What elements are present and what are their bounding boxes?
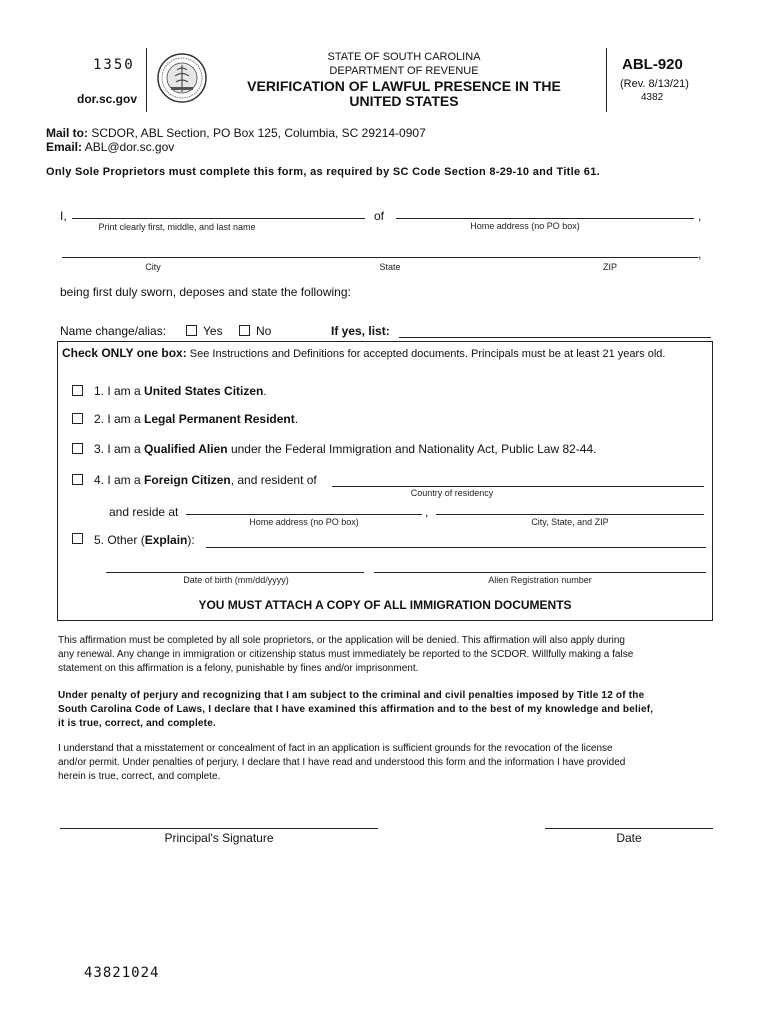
alias-list-field[interactable]	[399, 337, 711, 338]
reside-comma: ,	[425, 505, 429, 519]
alien-registration-field[interactable]	[374, 572, 706, 573]
option-3-prefix: 3. I am a	[94, 442, 141, 456]
mail-to-address: SCDOR, ABL Section, PO Box 125, Columbia, SC 29214-0907	[91, 126, 426, 140]
home-address-caption: Home address (no PO box)	[470, 221, 580, 231]
check-one-label: Check ONLY one box:	[62, 346, 187, 360]
sole-proprietor-notice: Only Sole Proprietors must complete this form, as required by SC Code Section 8-29-10 and Title 61.	[46, 166, 600, 178]
affirmation-line-3: statement on this affirmation is a felony, punishable by fines and/or imprisonment.	[58, 663, 419, 674]
signature-label: Principal's Signature	[164, 831, 274, 845]
of-label: of	[374, 209, 385, 223]
mail-to-line	[46, 126, 426, 140]
option-other-checkbox[interactable]	[72, 533, 83, 544]
check-one-heading	[62, 346, 665, 360]
name-field[interactable]	[72, 218, 365, 219]
affirmation-line-1: This affirmation must be completed by all sole proprietors, or the application will be denied. This affirmation will also apply during	[58, 635, 625, 646]
city-caption: City	[145, 262, 161, 272]
option-1-bold: United States Citizen	[144, 384, 264, 398]
option-1-prefix: 1. I am a	[94, 384, 141, 398]
check-one-instruction: See Instructions and Definitions for accepted documents. Principals must be at least 21 years old.	[189, 348, 666, 360]
email-line	[46, 140, 174, 154]
understand-line-1: I understand that a misstatement or concealment of fact in an application is sufficient grounds for the revocation of the license	[58, 743, 613, 754]
option-permanent-resident-checkbox[interactable]	[72, 413, 83, 424]
option-foreign-citizen-checkbox[interactable]	[72, 474, 83, 485]
attach-documents-notice: YOU MUST ATTACH A COPY OF ALL IMMIGRATION DOCUMENTS	[198, 598, 572, 612]
option-3-suffix: under the Federal Immigration and Nationality Act, Public Law 82-44.	[230, 442, 597, 456]
option-3-bold: Qualified Alien	[144, 442, 228, 456]
foreign-city-state-zip-field[interactable]	[436, 514, 704, 515]
understand-line-2: and/or permit. Under penalties of perjury, I declare that I have read and understood this form and the information I have provided	[58, 757, 626, 768]
zip-caption: ZIP	[602, 262, 617, 272]
name-caption: Print clearly first, middle, and last name	[98, 222, 256, 232]
foreign-home-address-field[interactable]	[186, 514, 422, 515]
state-name: STATE OF SOUTH CAROLINA	[327, 51, 481, 63]
option-5-bold: Explain	[144, 533, 188, 547]
email-label: Email:	[46, 140, 83, 154]
option-other-label	[94, 533, 195, 547]
city-comma: ,	[698, 247, 702, 261]
option-us-citizen-label	[94, 384, 267, 398]
option-2-prefix: 2. I am a	[94, 412, 141, 426]
address-comma: ,	[698, 209, 702, 223]
option-permanent-resident-label	[94, 412, 298, 426]
option-5-suffix: ):	[187, 533, 195, 547]
penalty-line-3: it is true, correct, and complete.	[58, 718, 216, 729]
form-sub-number: 4382	[641, 92, 664, 103]
country-of-residency-field[interactable]	[332, 486, 704, 487]
reside-at-label: and reside at	[109, 505, 179, 519]
email-address: ABL@dor.sc.gov	[84, 140, 175, 154]
penalty-line-1: Under penalty of perjury and recognizing that I am subject to the criminal and civil penalties imposed by Title 12 of the	[58, 690, 645, 701]
option-1-suffix: .	[263, 384, 267, 398]
mail-to-label: Mail to:	[46, 126, 88, 140]
form-title-line2: UNITED STATES	[349, 93, 459, 109]
i-label: I,	[60, 209, 67, 223]
penalty-paragraph	[58, 689, 718, 731]
option-5-prefix: 5. Other (	[94, 533, 145, 547]
date-of-birth-field[interactable]	[106, 572, 364, 573]
country-caption: Country of residency	[410, 488, 494, 498]
state-seal-icon	[157, 52, 207, 104]
alias-label: Name change/alias:	[60, 324, 167, 338]
option-4-suffix: , and resident of	[230, 473, 317, 487]
penalty-line-2: South Carolina Code of Laws, I declare that I have examined this affirmation and to the best of my knowledge and belief,	[58, 704, 654, 715]
city-state-zip-caption: City, State, and ZIP	[531, 517, 609, 527]
alias-list-label: If yes, list:	[331, 324, 390, 338]
city-state-zip-field[interactable]	[62, 257, 698, 258]
date-label: Date	[616, 831, 642, 845]
alias-no-label: No	[256, 324, 272, 338]
footer-code: 43821024	[84, 965, 160, 981]
header-divider-right	[606, 48, 607, 112]
option-foreign-citizen-label	[94, 473, 317, 487]
state-caption: State	[379, 262, 401, 272]
department-name: DEPARTMENT OF REVENUE	[329, 65, 479, 77]
signature-field[interactable]	[60, 828, 378, 829]
foreign-home-caption: Home address (no PO box)	[249, 517, 359, 527]
form-code: 1350	[93, 57, 135, 73]
alias-yes-label: Yes	[203, 324, 223, 338]
option-qualified-alien-checkbox[interactable]	[72, 443, 83, 454]
option-4-prefix: 4. I am a	[94, 473, 141, 487]
dob-caption: Date of birth (mm/dd/yyyy)	[183, 575, 289, 585]
form-number: ABL-920	[622, 56, 683, 73]
option-4-bold: Foreign Citizen	[144, 473, 231, 487]
revision-date: (Rev. 8/13/21)	[620, 78, 689, 90]
affirmation-paragraph	[58, 634, 718, 676]
other-explain-field[interactable]	[206, 547, 706, 548]
home-address-field[interactable]	[396, 218, 694, 219]
option-2-suffix: .	[294, 412, 299, 426]
understand-line-3: herein is true, correct, and complete.	[58, 771, 221, 782]
date-field[interactable]	[545, 828, 713, 829]
form-title-line1: VERIFICATION OF LAWFUL PRESENCE IN THE	[247, 78, 561, 94]
option-us-citizen-checkbox[interactable]	[72, 385, 83, 396]
alias-yes-checkbox[interactable]	[186, 325, 197, 336]
header-divider-left	[146, 48, 147, 112]
affirmation-line-2: any renewal. Any change in immigration or citizenship status must immediately be reported to the SCDOR. Willfully making a false	[58, 649, 634, 660]
alias-no-checkbox[interactable]	[239, 325, 250, 336]
website: dor.sc.gov	[77, 92, 138, 106]
understand-paragraph	[58, 742, 718, 784]
option-2-bold: Legal Permanent Resident	[144, 412, 295, 426]
option-qualified-alien-label	[94, 442, 596, 456]
sworn-statement: being first duly sworn, deposes and state the following:	[60, 285, 351, 299]
alien-caption: Alien Registration number	[488, 575, 592, 585]
